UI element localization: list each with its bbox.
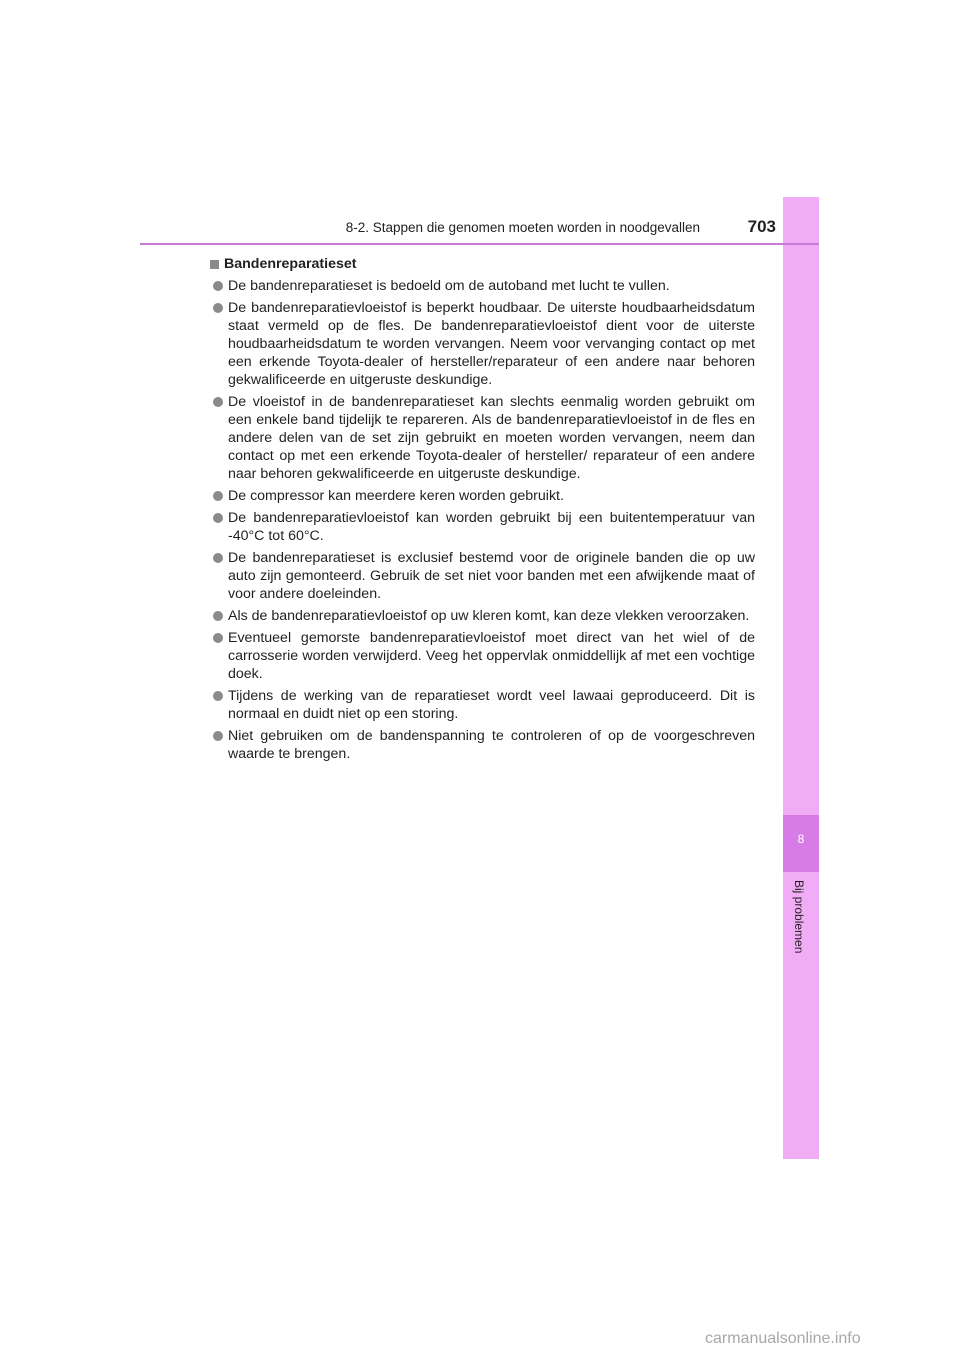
list-item [210,277,755,295]
list-item [210,487,755,505]
circle-bullet-icon [213,491,223,501]
header-divider [140,243,819,245]
list-item-text: De vloeistof in de bandenreparatieset kan slechts eenmalig worden gebruikt om een enkele band tijdelijk te repareren. Als de bandenreparatievloeistof in de fles en andere delen van de set zijn gebruikt en moeten worden vervangen, neem dan contact op met een erkende Toyota-dealer of hersteller/ reparateur of een andere naar behoren gekwalificeerde en uitgeruste deskundige. [228,394,755,482]
chapter-number-badge: 8 [783,815,819,872]
page-number: 703 [747,217,776,236]
subheading [210,255,755,273]
circle-bullet-icon [213,691,223,701]
circle-bullet-icon [213,513,223,523]
bullet-list [210,277,755,763]
list-item [210,687,755,723]
list-item-text: Niet gebruiken om de bandenspanning te controleren of op de voorgeschreven waarde te brengen. [228,728,755,762]
page-content [210,255,755,767]
list-item-text: De bandenreparatieset is bedoeld om de autoband met lucht te vullen. [228,278,670,294]
circle-bullet-icon [213,731,223,741]
list-item-text: De bandenreparatievloeistof kan worden gebruikt bij een buitentemperatuur van -40°C tot 60°C. [228,510,755,544]
square-bullet-icon [210,260,219,269]
list-item-text: Als de bandenreparatievloeistof op uw kleren komt, kan deze vlekken veroorzaken. [228,608,750,624]
list-item [210,549,755,603]
section-header: 8-2. Stappen die genomen moeten worden in noodgevallen [345,220,700,235]
list-item-text: Tijdens de werking van de reparatieset wordt veel lawaai geproduceerd. Dit is normaal en duidt niet op een storing. [228,688,755,722]
list-item-text: De compressor kan meerdere keren worden gebruikt. [228,488,564,504]
list-item-text: De bandenreparatievloeistof is beperkt houdbaar. De uiterste houdbaarheidsdatum staat vermeld op de fles. De bandenreparatievloeistof dient voor de uiterste houdbaarheidsdatum te worden vervangen. Neem voor vervanging contact op met een erkende Toyota-dealer of hersteller/reparateur of een andere naar behoren gekwalificeerde en uitgeruste deskundige. [228,300,755,388]
list-item-text: Eventueel gemorste bandenreparatievloeistof moet direct van het wiel of de carrosserie worden verwijderd. Veeg het oppervlak onmiddellijk af met een vochtige doek. [228,630,755,682]
list-item [210,629,755,683]
list-item [210,509,755,545]
circle-bullet-icon [213,633,223,643]
circle-bullet-icon [213,303,223,313]
list-item [210,607,755,625]
list-item [210,299,755,389]
circle-bullet-icon [213,397,223,407]
chapter-side-tab [783,197,819,1159]
circle-bullet-icon [213,553,223,563]
list-item [210,393,755,483]
subheading-text: Bandenreparatieset [224,256,357,272]
circle-bullet-icon [213,611,223,621]
circle-bullet-icon [213,281,223,291]
list-item [210,727,755,763]
chapter-title: Bij problemen [792,880,806,954]
watermark-link[interactable]: carmanualsonline.info [705,1330,861,1347]
list-item-text: De bandenreparatieset is exclusief bestemd voor de originele banden die op uw auto zijn gemonteerd. Gebruik de set niet voor banden met een afwijkende maat of voor andere doeleinden. [228,550,755,602]
